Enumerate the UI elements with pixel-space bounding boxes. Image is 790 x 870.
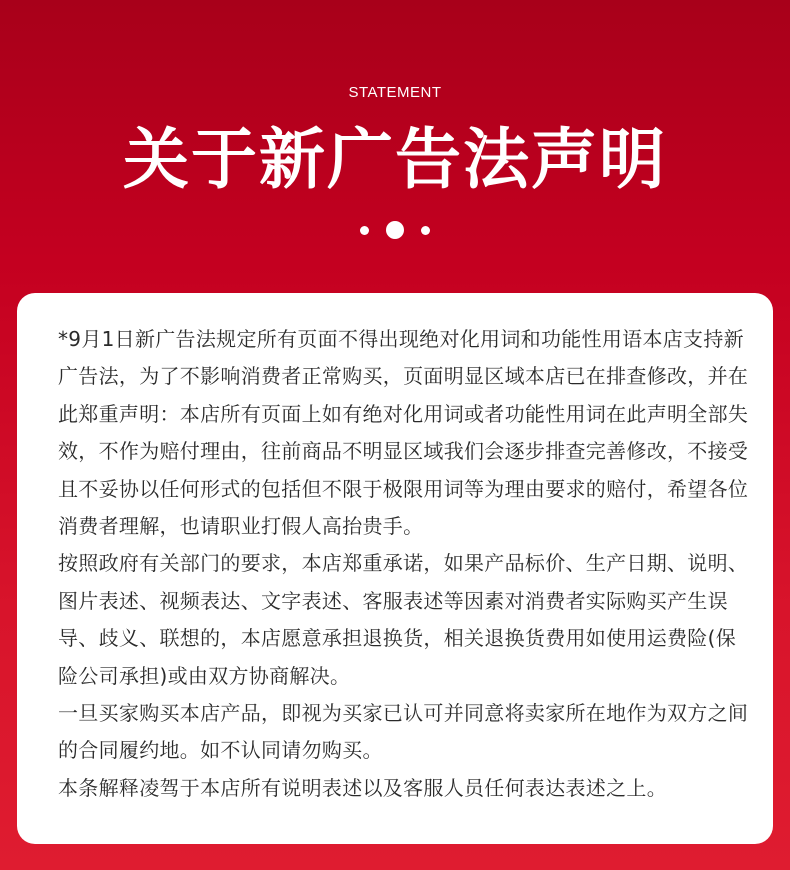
statement-paragraph-2: 按照政府有关部门的要求，本店郑重承诺，如果产品标价、生产日期、说明、图片表述、视频表达、文字表述、客服表述等因素对消费者实际购买产生误导、歧义、联想的，本店愿意承担退换货，相关退换货费用如使用运费险(保险公司承担)或由双方协商解决。: [58, 551, 749, 688]
statement-paragraph-1: *9月1日新广告法规定所有页面不得出现绝对化用词和功能性用语本店支持新广告法，为了不影响消费者正常购买，页面明显区域本店已在排查修改，并在此郑重声明：本店所有页面上如有绝对化用词或者功能性用词在此声明全部失效，不作为赔付理由，往前商品不明显区域我们会逐步排查完善修改，不接受且不妥协以任何形式的包括但不限于极限用词等为理由要求的赔付，希望各位消费者理解，也请职业打假人高抬贵手。: [58, 327, 749, 539]
decorative-dots: [0, 218, 790, 242]
statement-paragraph-4: 本条解释凌驾于本店所有说明表述以及客服人员任何表达表述之上。: [58, 775, 667, 800]
dot-icon: [421, 226, 430, 235]
statement-card: [17, 293, 773, 844]
header: [0, 0, 790, 290]
statement-paragraph-3: 一旦买家购买本店产品，即视为买家已认可并同意将卖家所在地作为双方之间的合同履约地。如不认同请勿购买。: [58, 701, 749, 763]
statement-eyebrow: STATEMENT: [348, 84, 442, 101]
dot-icon: [360, 226, 369, 235]
page-title: 关于新广告法声明: [123, 121, 667, 198]
dot-icon: [386, 221, 404, 239]
